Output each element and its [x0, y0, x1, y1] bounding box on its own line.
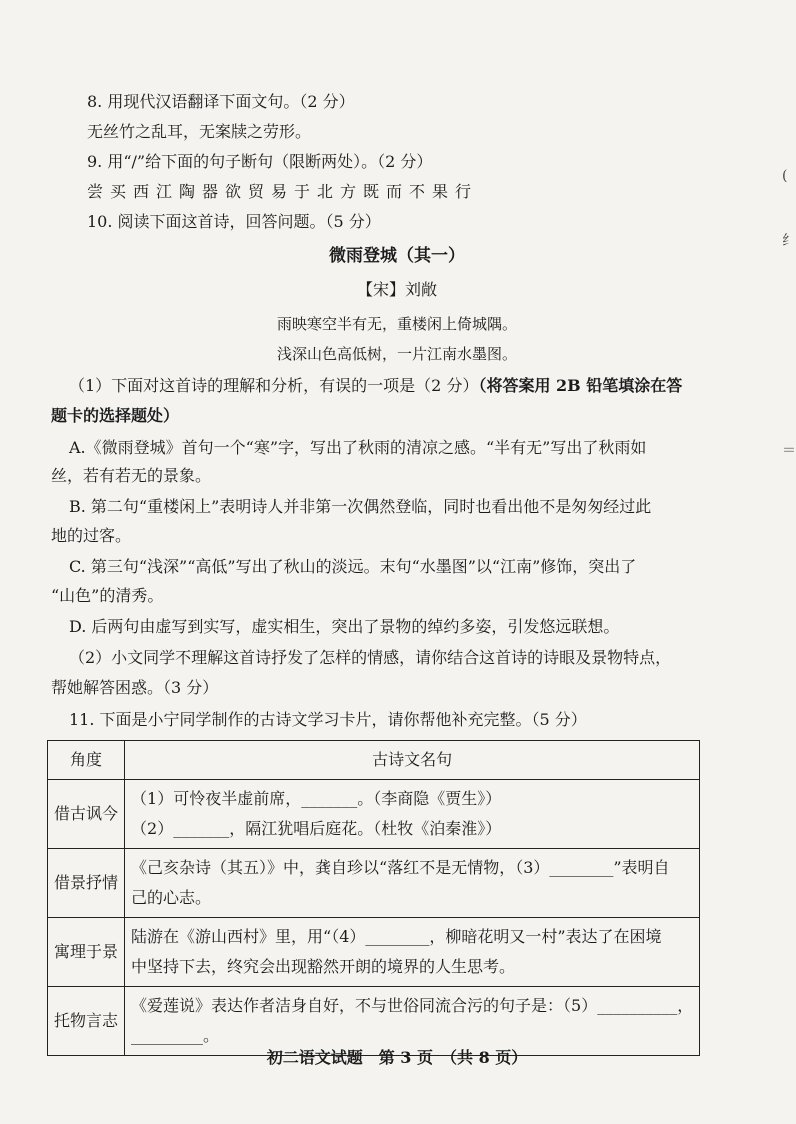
quote-line: （2）_______，隔江犹唱后庭花。（杜牧《泊秦淮》）	[131, 819, 502, 838]
quote-line: 《爱莲说》表达作者洁身自好，不与世俗同流合污的句子是：（5）__________，	[131, 996, 694, 1015]
row-angle: 借景抒情	[48, 849, 125, 918]
header-quote: 古诗文名句	[125, 741, 700, 780]
header-angle: 角度	[48, 741, 125, 780]
option-d: D. 后两句由虚写到实写，虚实相生，突出了景物的绰约多姿，引发悠远联想。	[69, 617, 620, 636]
row-quote	[125, 849, 700, 918]
study-card-table	[47, 740, 700, 1056]
q10-sub2-line1: （2）小文同学不理解这首诗抒发了怎样的情感，请你结合这首诗的诗眼及景物特点，	[69, 648, 672, 667]
q8-prompt: 8. 用现代汉语翻译下面文句。（2 分）	[87, 92, 355, 111]
table-header-row	[48, 741, 700, 780]
option-a-line2: 丝，若有若无的景象。	[51, 466, 212, 485]
q9-text: 尝买西江陶器欲贸易于北方既而不果行	[87, 182, 479, 201]
poem-line-1: 雨映寒空半有无，重楼闲上倚城隅。	[276, 315, 517, 333]
quote-line: （1）可怜夜半虚前席，_______。（李商隐《贾生》）	[131, 789, 502, 808]
margin-mark: 纟	[782, 233, 796, 249]
q8-text: 无丝竹之乱耳，无案牍之劳形。	[87, 122, 312, 141]
option-b-line1: B. 第二句“重楼闲上”表明诗人并非第一次偶然登临，同时也看出他不是匆匆经过此	[69, 497, 652, 516]
q10-sub1-text: （1）下面对这首诗的理解和分析，有误的一项是（2 分）	[69, 376, 479, 395]
q11-prompt: 11. 下面是小宁同学制作的古诗文学习卡片，请你帮他补充完整。（5 分）	[69, 710, 587, 729]
quote-line: 中坚持下去，终究会出现豁然开朗的境界的人生思考。	[131, 957, 516, 976]
margin-mark: (	[782, 168, 788, 184]
poem-author: 【宋】刘敞	[356, 280, 437, 299]
q10-sub1-line2: 题卡的选择题处）	[51, 406, 180, 425]
table-row	[48, 849, 700, 918]
option-b-line2: 地的过客。	[51, 526, 132, 545]
page-footer: 初二语文试题 第 3 页 （共 8 页）	[266, 1048, 528, 1067]
row-quote	[125, 918, 700, 987]
q10-sub1-note: （将答案用 2B 铅笔填涂在答	[478, 376, 683, 395]
table-row	[48, 780, 700, 849]
quote-line: 《己亥杂诗（其五）》中，龚自珍以“落红不是无情物，（3）________”表明自	[131, 858, 670, 877]
poem-line-2: 浅深山色高低树，一片江南水墨图。	[276, 345, 517, 363]
quote-line: _________。	[131, 1026, 220, 1045]
option-a-line1: A.《微雨登城》首句一个“寒”字，写出了秋雨的清凉之感。“半有无”写出了秋雨如	[69, 438, 647, 457]
option-c-line2: “山色”的清秀。	[51, 586, 164, 605]
row-angle: 借古讽今	[48, 780, 125, 849]
q10-prompt: 10. 阅读下面这首诗，回答问题。（5 分）	[87, 212, 381, 231]
poem-title: 微雨登城（其一）	[329, 246, 465, 266]
table-row	[48, 918, 700, 987]
q10-sub1-line1	[69, 376, 682, 396]
margin-mark: ＝	[782, 443, 796, 459]
quote-line: 己的心志。	[131, 888, 212, 907]
option-c-line1: C. 第三句“浅深”“高低”写出了秋山的淡远。末句“水墨图”以“江南”修饰，突出了	[69, 557, 637, 576]
quote-line: 陆游在《游山西村》里，用“（4）________，柳暗花明又一村”表达了在困境	[131, 927, 662, 946]
row-quote	[125, 780, 700, 849]
row-angle: 寓理于景	[48, 918, 125, 987]
q10-sub2-line2: 帮她解答困惑。（3 分）	[51, 678, 219, 697]
q9-prompt: 9. 用“/”给下面的句子断句（限断两处）。（2 分）	[87, 152, 433, 171]
row-angle: 托物言志	[48, 987, 125, 1056]
